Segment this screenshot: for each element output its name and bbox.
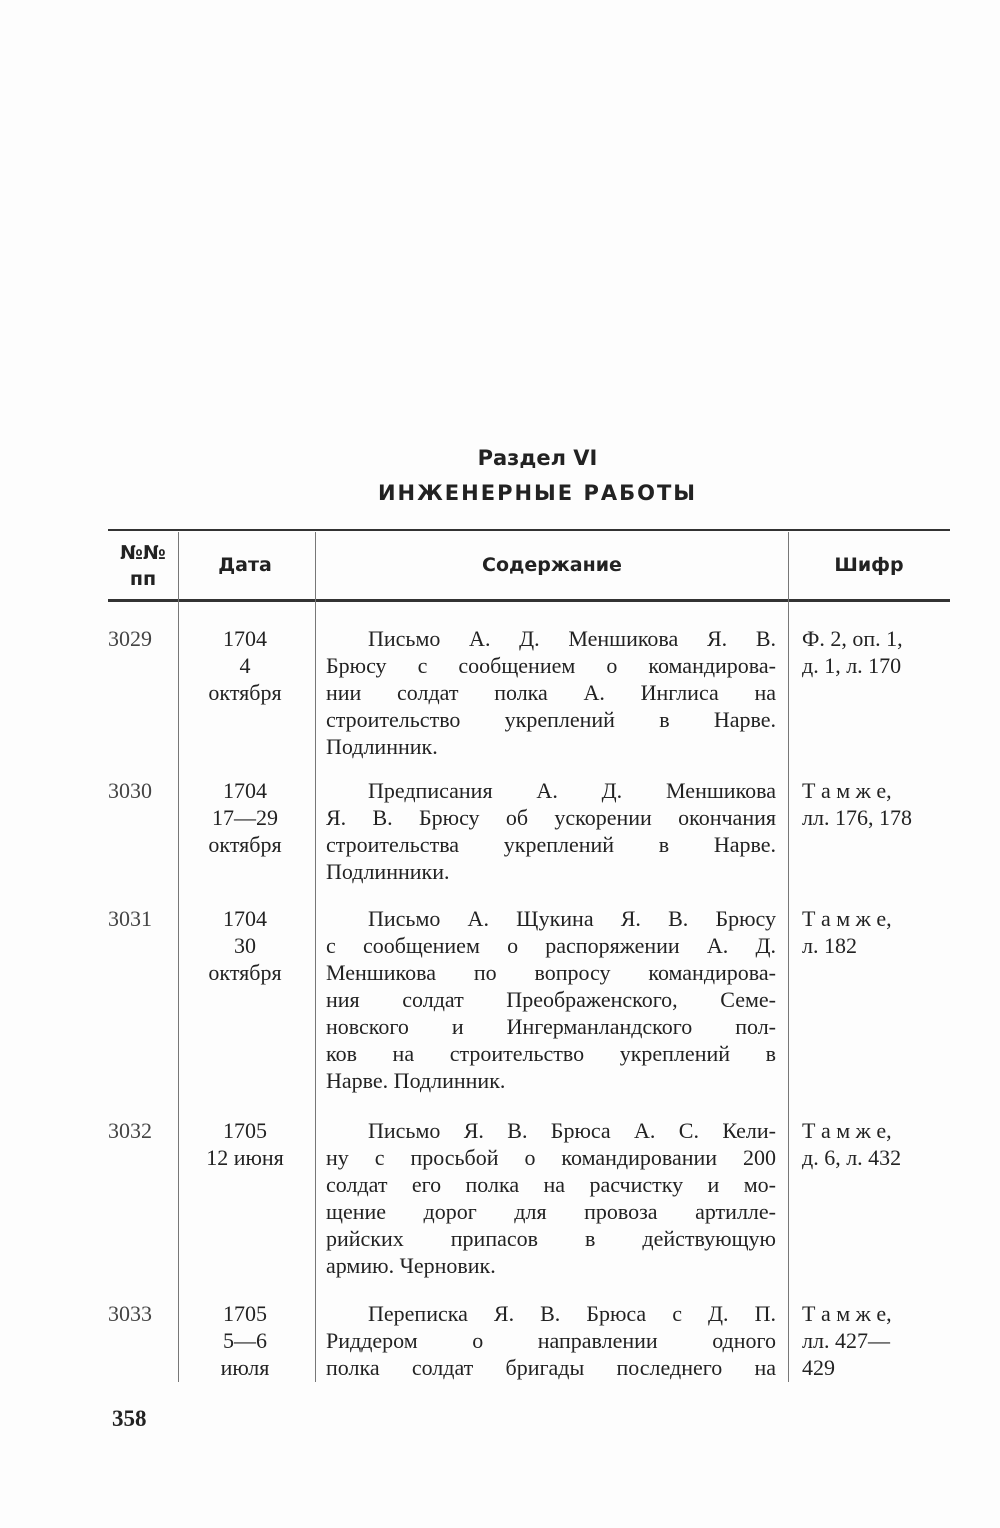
content-line: армию. Черновик.: [326, 1253, 496, 1278]
date-line: 4: [239, 653, 251, 678]
content-line: Письмо А. Щукина Я. В. Брюсу: [368, 906, 776, 931]
content-line: щение дорог для провоза артилле-: [326, 1199, 776, 1224]
entry-number: 3030: [108, 778, 152, 803]
cipher-line: л. 182: [802, 933, 857, 958]
header-content: Содержание: [482, 554, 622, 576]
date-line: 17—29: [212, 805, 278, 830]
date-line: 1704: [223, 778, 267, 803]
header-cipher: Шифр: [834, 554, 904, 576]
cipher-line: Т а м ж е,: [802, 1301, 892, 1326]
content-line: Риддером о направлении одного: [326, 1328, 776, 1353]
entry-number: 3029: [108, 626, 152, 651]
entry-cipher: [802, 905, 948, 959]
cipher-line: Т а м ж е,: [802, 906, 892, 931]
date-line: октября: [208, 960, 282, 985]
header-number: [110, 540, 176, 592]
date-line: 1705: [223, 1118, 267, 1143]
section-title: ИНЖЕНЕРНЫЕ РАБОТЫ: [377, 481, 698, 505]
entry-cipher: [802, 1117, 948, 1171]
entry-number: 3033: [108, 1301, 152, 1326]
column-divider: [315, 532, 316, 1382]
page-number: 358: [112, 1406, 147, 1431]
entry-number: 3031: [108, 906, 152, 931]
content-line: солдат его полка на расчистку и мо-: [326, 1172, 776, 1197]
entry-date: [180, 905, 310, 986]
cipher-line: лл. 176, 178: [802, 805, 912, 830]
entry-date: [180, 1300, 310, 1381]
content-line: ков на строительство укреплений в: [326, 1041, 776, 1066]
content-line: Брюсу с сообщением о командирова-: [326, 653, 776, 678]
entry-content: [326, 777, 776, 885]
content-line: Предписания А. Д. Меншикова: [368, 778, 776, 803]
content-line: ния солдат Преображенского, Семе-: [326, 987, 776, 1012]
table-top-rule: [108, 529, 950, 531]
entry-date: [180, 777, 310, 858]
entry-cipher: [802, 625, 948, 679]
date-line: октября: [208, 832, 282, 857]
cipher-line: Т а м ж е,: [802, 778, 892, 803]
content-line: Нарве. Подлинник.: [326, 1068, 506, 1093]
header-number-line: №№: [120, 542, 166, 564]
content-line: Я. В. Брюсу об ускорении окончания: [326, 805, 776, 830]
date-line: октября: [208, 680, 282, 705]
cipher-line: 429: [802, 1355, 835, 1380]
cipher-line: д. 1, л. 170: [802, 653, 902, 678]
header-date: Дата: [218, 554, 272, 576]
date-line: июля: [220, 1355, 270, 1380]
entry-number: 3032: [108, 1118, 152, 1143]
section-label: Раздел VI: [477, 446, 598, 470]
content-line: новского и Ингерманландского пол-: [326, 1014, 776, 1039]
entry-content: [326, 1300, 776, 1381]
table-header-rule: [108, 599, 950, 602]
content-line: нии солдат полка А. Инглиса на: [326, 680, 776, 705]
content-line: Подлинники.: [326, 859, 450, 884]
content-line: строительства укреплений в Нарве.: [326, 832, 776, 857]
header-number-line: пп: [129, 568, 157, 590]
entry-cipher: [802, 777, 948, 831]
content-line: Меншикова по вопросу командирова-: [326, 960, 776, 985]
cipher-line: д. 6, л. 432: [802, 1145, 902, 1170]
entry-content: [326, 905, 776, 1094]
date-line: 1704: [223, 626, 267, 651]
content-line: Подлинник.: [326, 734, 438, 759]
content-line: Письмо Я. В. Брюса А. С. Кели-: [368, 1118, 776, 1143]
date-line: 1704: [223, 906, 267, 931]
content-line: с сообщением о распоряжении А. Д.: [326, 933, 776, 958]
content-line: строительство укреплений в Нарве.: [326, 707, 776, 732]
content-line: Переписка Я. В. Брюса с Д. П.: [368, 1301, 776, 1326]
content-line: ну с просьбой о командировании 200: [326, 1145, 776, 1170]
entry-content: [326, 1117, 776, 1279]
content-line: рийских припасов в действующую: [326, 1226, 776, 1251]
cipher-line: Ф. 2, оп. 1,: [802, 626, 903, 651]
date-line: 1705: [223, 1301, 267, 1326]
cipher-line: Т а м ж е,: [802, 1118, 892, 1143]
column-divider: [178, 532, 179, 1382]
date-line: 12 июня: [206, 1145, 284, 1170]
cipher-line: лл. 427—: [802, 1328, 890, 1353]
content-line: полка солдат бригады последнего на: [326, 1355, 776, 1380]
entry-cipher: [802, 1300, 948, 1381]
date-line: 30: [234, 933, 256, 958]
entry-date: [180, 625, 310, 706]
date-line: 5—6: [223, 1328, 267, 1353]
entry-date: [180, 1117, 310, 1171]
entry-content: [326, 625, 776, 760]
column-divider: [788, 532, 789, 1382]
content-line: Письмо А. Д. Меншикова Я. В.: [368, 626, 776, 651]
